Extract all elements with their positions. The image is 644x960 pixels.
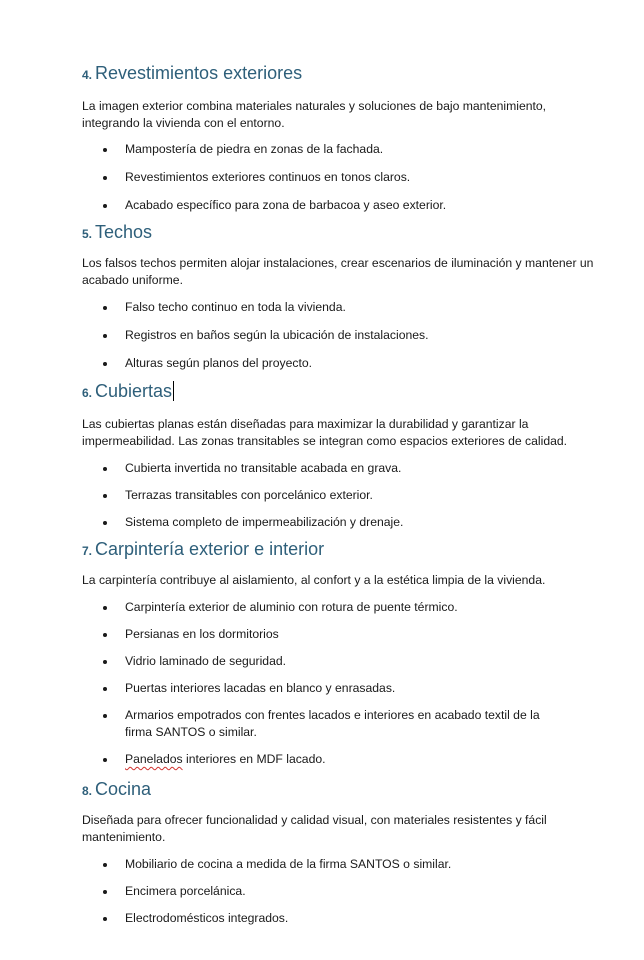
list-item: Electrodomésticos integrados. [82,910,602,927]
bullet-icon [103,890,107,894]
bullet-icon [103,521,107,525]
list-item: Mampostería de piedra en zonas de la fachada. [82,141,602,158]
bullet-list [82,460,602,531]
list-item: Cubierta invertida no transitable acabada en grava. [82,460,602,477]
section-paragraph: Las cubiertas planas están diseñadas para maximizar la durabilidad y garantizar la impermeabilidad. Las zonas transitables se integran como espacios exteriores de calidad. [82,417,568,448]
section-cubiertas [82,380,602,531]
section-paragraph: La carpintería contribuye al aislamiento, al confort y a la estética limpia de la vivienda. [82,573,546,587]
list-item: Panelados interiores en MDF lacado. [82,751,602,768]
section-heading: 6. Cubiertas [82,381,173,401]
section-heading: 4. Revestimientos exteriores [82,63,303,83]
list-item: Terrazas transitables con porcelánico exterior. [82,487,602,504]
list-item: Revestimientos exteriores continuos en tonos claros. [82,169,602,186]
list-item: Registros en baños según la ubicación de instalaciones. [82,327,602,344]
bullet-icon [103,660,107,664]
bullet-icon [103,148,107,152]
bullet-icon [103,714,107,718]
section-techos [82,221,602,372]
bullet-icon [103,334,107,338]
bullet-icon [103,687,107,691]
misspelled-word[interactable]: Panelados [125,752,183,766]
list-item: Sistema completo de impermeabilización y drenaje. [82,514,602,531]
section-heading: 5. Techos [82,222,153,242]
bullet-list [82,599,602,768]
bullet-list [82,299,602,372]
bullet-icon [103,494,107,498]
bullet-list [82,141,602,214]
list-item: Vidrio laminado de seguridad. [82,653,602,670]
section-revestimientos [82,62,602,214]
bullet-list [82,856,602,927]
section-heading: 8. Cocina [82,779,152,799]
list-item: Encimera porcelánica. [82,883,602,900]
list-item: Carpintería exterior de aluminio con rotura de puente térmico. [82,599,602,616]
list-item: Persianas en los dormitorios [82,626,602,643]
section-paragraph: Diseñada para ofrecer funcionalidad y calidad visual, con materiales resistentes y fácil mantenimiento. [82,813,547,844]
list-item: Alturas según planos del proyecto. [82,355,602,372]
bullet-icon [103,917,107,921]
bullet-icon [103,204,107,208]
list-item: Falso techo continuo en toda la vivienda. [82,299,602,316]
list-item: Puertas interiores lacadas en blanco y enrasadas. [82,680,602,697]
bullet-icon [103,633,107,637]
bullet-icon [103,606,107,610]
section-carpinteria [82,538,602,768]
list-item: Mobiliario de cocina a medida de la firma SANTOS o similar. [82,856,602,873]
bullet-icon [103,467,107,471]
section-paragraph: La imagen exterior combina materiales naturales y soluciones de bajo mantenimiento, integrando la vivienda con el entorno. [82,99,547,130]
list-item: Armarios empotrados con frentes lacados e interiores en acabado textil de la firma SANTOS o similar. [82,707,602,741]
list-item: Acabado específico para zona de barbacoa y aseo exterior. [82,197,602,214]
section-cocina [82,778,602,927]
bullet-icon [103,863,107,867]
bullet-icon [103,758,107,762]
bullet-icon [103,306,107,310]
section-paragraph: Los falsos techos permiten alojar instalaciones, crear escenarios de iluminación y mantener un acabado uniforme. [82,256,594,287]
bullet-icon [103,362,107,366]
section-heading: 7. Carpintería exterior e interior [82,539,325,559]
text-cursor [173,381,174,401]
bullet-icon [103,176,107,180]
